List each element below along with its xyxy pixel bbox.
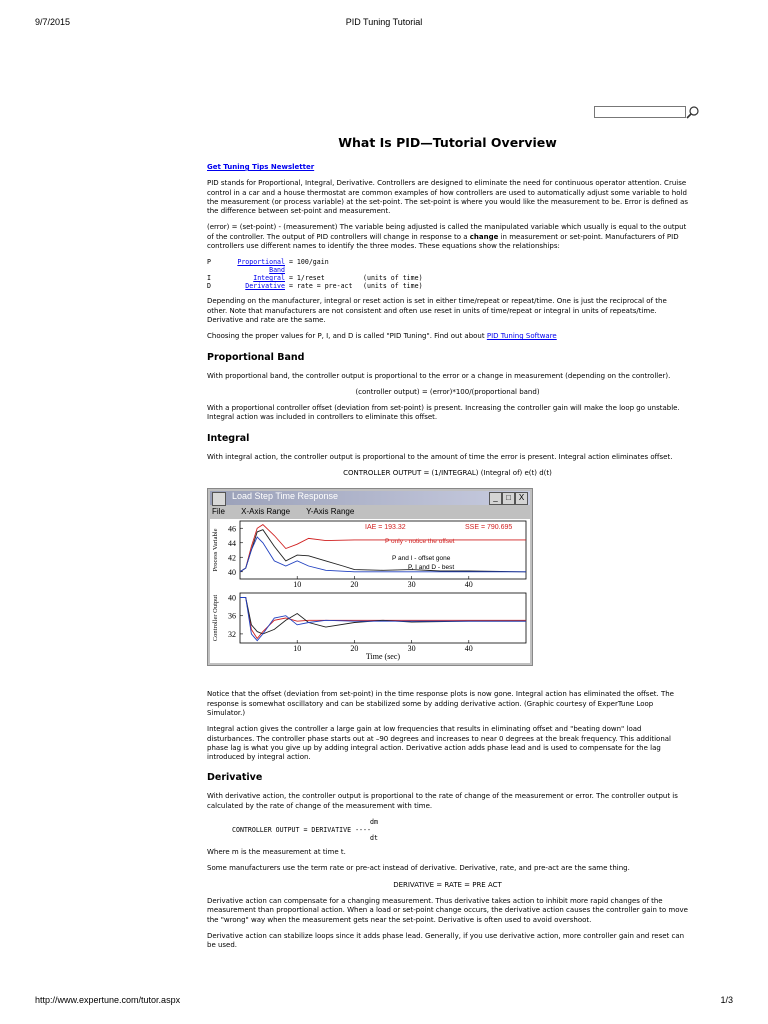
footer-url: http://www.expertune.com/tutor.aspx [35, 995, 181, 1005]
x-tick-label: 10 [293, 644, 302, 654]
pid-tuning-software-link[interactable]: PID Tuning Software [486, 332, 557, 341]
pid-equations [207, 258, 688, 290]
annotation-pid: P, I and D - best [408, 564, 455, 572]
equation-row-d: D Derivative = rate = pre-act (units of time) [207, 282, 423, 291]
iae-label: IAE = 193.32 [365, 524, 406, 532]
maximize-button[interactable]: □ [502, 492, 515, 505]
proportional-formula: (controller output) = (error)*100/(proportional band) [355, 387, 540, 396]
figure-titlebar [210, 491, 530, 505]
integral-link[interactable]: Integral [253, 274, 285, 283]
menu-file[interactable]: File [212, 507, 225, 517]
x-tick-label: 30 [407, 644, 416, 654]
search-input[interactable] [594, 106, 686, 118]
newsletter-link[interactable]: Get Tuning Tips Newsletter [207, 163, 315, 171]
x-tick-label: 10 [293, 580, 302, 590]
integral-paragraph-2: Notice that the offset (deviation from set-point) in the time response plots is now gone. Integral action has eliminated the offset. The response is somewhat oscillatory and can be stabilized some by adding derivative action. (Graphic courtesy of ExperTune Loop Simulator.) [207, 690, 674, 717]
derivative-link[interactable]: Derivative [245, 282, 285, 291]
x-tick-label: 20 [350, 580, 359, 590]
minimize-button[interactable]: _ [489, 492, 502, 505]
y-axis-label: Process Variable [212, 528, 219, 572]
derivative-paragraph-1: With derivative action, the controller output is proportional to the rate of change of the measurement or error. The controller output is calculated by the rate of change of the measurement with time. [207, 792, 678, 810]
article [207, 135, 688, 957]
choosing-paragraph: Choosing the proper values for P, I, and D is called "PID Tuning". Find out about PID Tuning Software [207, 332, 557, 341]
integral-paragraph-3: Integral action gives the controller a large gain at low frequencies that results in eliminating offset and "beating down" load disturbances. The controller phase starts out at –90 degrees and increases to near 0 degrees at the break frequency. This additional phase lag is what you give up by adding integral action. Derivative action adds phase lead and is used to compensate for the lag introduced by integral action. [207, 725, 671, 762]
y-tick-label: 46 [228, 524, 236, 534]
annotation-p-only: P only - notice the offset [385, 538, 455, 546]
y-tick-label: 44 [228, 539, 236, 549]
derivative-formula: DERIVATIVE = RATE = PRE ACT [393, 880, 502, 889]
x-tick-label: 30 [407, 580, 416, 590]
y-axis-label: Controller Output [212, 595, 219, 642]
depending-paragraph: Depending on the manufacturer, integral or reset action is set in either time/repeat or repeat/time. One is just the reciprocal of the other. Note that manufacturers are not consistent and often use reset in units of time/repeat or integral in units of repeats/time. Derivative and rate are the same. [207, 297, 667, 324]
figure-menubar [212, 507, 368, 516]
y-tick-label: 36 [228, 612, 236, 622]
close-button[interactable]: X [515, 492, 528, 505]
chart-background [210, 519, 530, 663]
y-tick-label: 42 [228, 553, 236, 563]
app-icon [212, 492, 226, 506]
load-step-response-figure [207, 488, 533, 666]
error-definition: (error) = (set-point) - (measurement) The variable being adjusted is called the manipulated variable which usually is equal to the output of the controller. The output of PID controllers will change in response to a change in measurement or set-point. Manufacturers of PID controllers use different names to identify the three modes. These equations show the relationships: [207, 223, 687, 251]
x-axis-label: Time (sec) [365, 652, 401, 662]
proportional-band-link[interactable]: Proportional Band [237, 258, 285, 275]
equation-row-i: I Integral = 1/reset (units of time) [207, 274, 423, 283]
menu-x-axis-range[interactable]: X-Axis Range [241, 507, 291, 517]
y-tick-label: 40 [228, 568, 236, 578]
derivative-equation: dm CONTROLLER OUTPUT = DERIVATIVE ---- dt [232, 818, 378, 843]
proportional-paragraph-1: With proportional band, the controller output is proportional to the error or a change in measurement (depending on the controller). [207, 371, 671, 380]
derivative-paragraph-5: Derivative action can stabilize loops since it adds phase lead. Generally, if you use derivative action, more controller gain and reset can be used. [207, 931, 685, 950]
menu-y-axis-range[interactable]: Y-Axis Range [306, 507, 355, 517]
footer-page-number: 1/3 [720, 995, 733, 1005]
intro-paragraph: PID stands for Proportional, Integral, Derivative. Controllers are designed to eliminate the need for continuous operator attention. Cruise control in a car and a house thermostat are common examples of how controllers are used to automatically adjust some variable to hold the measurement (or process variable) at the set-point. The set-point is where you would like the measurement to be. Error is defined as the difference between set-point and measurement. [207, 179, 689, 216]
search-bar [594, 105, 700, 119]
proportional-paragraph-2: With a proportional controller offset (deviation from set-point) is present. Increasing the controller gain will make the loop go unstable. Integral action was included in controllers to eliminate this offset. [207, 404, 680, 422]
sse-label: SSE = 790.695 [465, 524, 513, 532]
response-chart [210, 519, 530, 663]
print-date: 9/7/2015 [35, 17, 71, 27]
x-tick-label: 40 [464, 580, 473, 590]
page-title: What Is PID—Tutorial Overview [338, 135, 557, 150]
heading-derivative: Derivative [207, 772, 263, 784]
derivative-paragraph-2: Where m is the measurement at time t. [207, 848, 346, 857]
integral-formula: CONTROLLER OUTPUT = (1/INTEGRAL) (Integral of) e(t) d(t) [343, 469, 552, 478]
heading-integral: Integral [207, 432, 250, 444]
y-tick-label: 40 [228, 593, 236, 603]
y-tick-label: 32 [228, 630, 236, 640]
plot-area [210, 519, 530, 663]
print-title: PID Tuning Tutorial [345, 17, 423, 27]
derivative-paragraph-4: Derivative action can compensate for a changing measurement. Thus derivative takes action to inhibit more rapid changes of the measurement than proportional action. When a load or set-point change occurs, the derivative action causes the controller gain to move the "wrong" way when the measurement gets near the set-point. Derivative is often used to avoid overshoot. [207, 896, 688, 924]
x-tick-label: 40 [464, 644, 473, 654]
figure-window-title: Load Step Time Response [232, 491, 339, 502]
heading-proportional-band: Proportional Band [207, 351, 305, 363]
equation-row-p: P Proportional Band = 100/gain [207, 258, 329, 275]
derivative-paragraph-3: Some manufacturers use the term rate or pre-act instead of derivative. Derivative, rate, and pre-act are the same thing. [207, 864, 630, 873]
integral-paragraph-1: With integral action, the controller output is proportional to the amount of time the error is present. Integral action eliminates offset. [207, 452, 673, 461]
x-tick-label: 20 [350, 644, 359, 654]
annotation-p-and-i: P and I - offset gone [392, 555, 451, 563]
magnifier-icon[interactable] [686, 105, 700, 119]
